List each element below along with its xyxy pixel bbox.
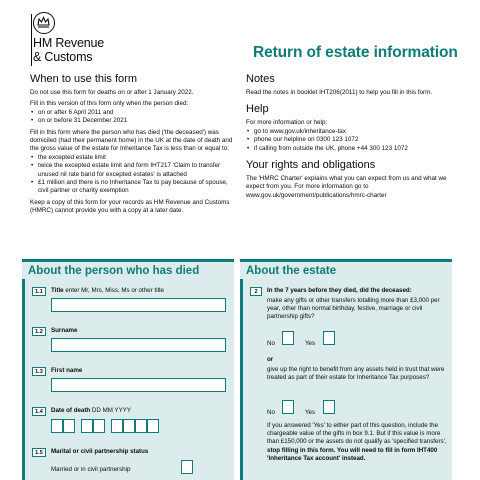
help-text: For more information or help: [246, 119, 328, 127]
estate-section-heading: About the estate [246, 265, 337, 277]
title-hint: enter Mr, Mrs, Miss, Ms or other title [63, 287, 165, 294]
keep-copy-text: Keep a copy of this form for your records as HM Revenue and Customs (HMRC) cannot provide you with a copy at a later date. [30, 198, 230, 215]
rights-heading: Your rights and obligations [246, 159, 376, 172]
date-range-list [30, 109, 234, 126]
title-label [51, 287, 164, 294]
part2-no-checkbox[interactable] [282, 400, 294, 414]
gifts-instruction-note [267, 422, 450, 463]
date-year-digit-1[interactable] [111, 419, 123, 433]
surname-label: Surname [51, 327, 78, 334]
gifts-note-text: If you answered 'Yes' to either part of this question, include the chargeable value of the gifts in box 9.1. But if this value is more than £150,000 or the assets do not qualify as 'specified transfers', [267, 422, 447, 446]
q1-5-number: 1.5 [32, 448, 46, 457]
list-item: • on or before 31 December 2021 [38, 117, 234, 125]
notes-help-column [246, 73, 451, 203]
married-checkbox[interactable] [181, 460, 193, 474]
gifts-question-label: In the 7 years before they died, did the deceased: [267, 287, 412, 294]
list-item: • the excepted estate limit [38, 154, 234, 162]
domicile-text: Fill in this form where the person who has died ('the deceased') was domiciled (had their permanent home) in the UK at the date of death and the gross value of the estate for Inheritance Tax is less than or equal to: [30, 128, 233, 153]
part2-yes-label: Yes [305, 409, 316, 416]
part1-yes-label: Yes [305, 340, 316, 347]
help-phone-abroad-item: • if calling from outside the UK, phone +44 300 123 1072 [254, 145, 451, 153]
help-phone-item: • phone our helpline on 0300 123 1072 [254, 136, 451, 144]
date-year-digit-3[interactable] [135, 419, 147, 433]
when-to-use-heading: When to use this form [30, 73, 137, 85]
date-month-digit-2[interactable] [93, 419, 105, 433]
died-section-heading: About the person who has died [28, 265, 200, 277]
date-format-hint: DD MM YYYY [90, 407, 132, 414]
form-title: Return of estate information [253, 44, 458, 61]
when-to-use-column [30, 73, 234, 219]
list-item: • on or after 6 April 2011 and [38, 109, 234, 117]
date-year-digit-4[interactable] [147, 419, 159, 433]
q1-1-number: 1.1 [32, 287, 46, 296]
rights-text: The 'HMRC Charter' explains what you can expect from us and what we expect from you. For more information go to www.gov.uk/government/publications/hmrc-charter [246, 175, 447, 199]
gifts-question-part2: give up the right to benefit from any assets held in trust that were treated as part of their estate for Inheritance Tax purposes? [267, 366, 445, 382]
title-field[interactable] [51, 298, 226, 312]
help-list [246, 128, 451, 153]
died-section-header [22, 259, 234, 279]
list-item: • £1 million and there is no Inheritance Tax to pay because of spouse, civil partner or charity exemption [38, 179, 234, 196]
notes-text: Read the notes in booklet IHT206(2011) to help you fill in this form. [246, 89, 433, 96]
date-day-digit-2[interactable] [63, 419, 75, 433]
part2-no-label: No [267, 409, 275, 416]
deaths-cutoff-text: Do not use this form for deaths on or after 1 January 2022. [30, 89, 194, 96]
notes-heading: Notes [246, 73, 275, 85]
or-label: or [267, 356, 274, 363]
surname-field[interactable] [51, 338, 226, 352]
estate-section-header [240, 259, 452, 279]
help-link-item[interactable]: • go to www.gov.uk/inheritance-tax [254, 128, 451, 136]
date-year-digit-2[interactable] [123, 419, 135, 433]
list-item: • twice the excepted estate limit and form IHT217 'Claim to transfer unused nil rate band for excepted estates' is attached [38, 162, 234, 179]
part1-yes-checkbox[interactable] [323, 331, 335, 345]
org-name-line2: & Customs [33, 50, 93, 64]
date-of-death-label-text: Date of death [51, 407, 91, 414]
logo-rule [31, 14, 32, 66]
date-of-death-label [51, 407, 131, 414]
part2-yes-checkbox[interactable] [323, 400, 335, 414]
q2-number: 2 [250, 287, 262, 296]
gifts-note-stop-text: stop filling in this form. You will need to fill in form IHT400 'Inheritance Tax account' instead. [267, 446, 438, 462]
estate-limit-list [30, 154, 234, 196]
title-label-text: Title [51, 287, 64, 294]
fill-version-text: Fill in this version of this form only when the person died: [30, 100, 189, 108]
hmrc-logo [33, 36, 104, 64]
q1-2-number: 1.2 [32, 327, 46, 336]
help-heading: Help [246, 103, 269, 116]
first-name-field[interactable] [51, 378, 226, 392]
marital-status-label: Marital or civil partnership status [51, 448, 149, 455]
date-day-digit-1[interactable] [51, 419, 63, 433]
part1-no-label: No [267, 340, 275, 347]
org-name-line1: HM Revenue [33, 36, 104, 50]
date-month-digit-1[interactable] [81, 419, 93, 433]
royal-crest-icon [33, 12, 55, 34]
gifts-question-part1: make any gifts or other transfers totalling more than £3,000 per year, other than normal birthday, festive, marriage or civil partnership gifts? [267, 297, 440, 321]
q1-3-number: 1.3 [32, 367, 46, 376]
married-option-label: Married or in civil partnership [51, 466, 131, 473]
part1-no-checkbox[interactable] [282, 331, 294, 345]
q1-4-number: 1.4 [32, 407, 46, 416]
first-name-label: First name [51, 367, 83, 374]
